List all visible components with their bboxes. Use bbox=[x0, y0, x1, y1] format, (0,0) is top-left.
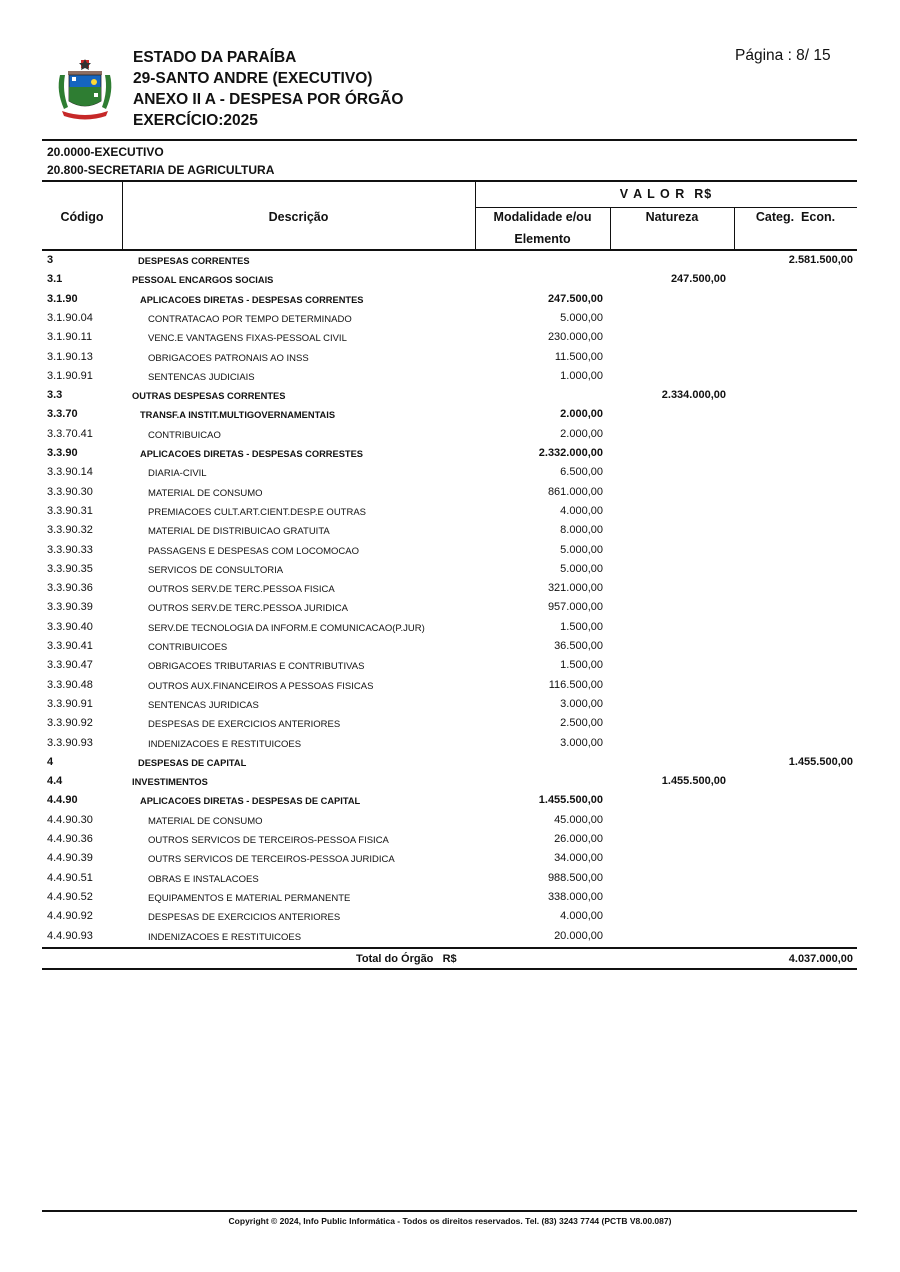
row-code: 4.4.90.39 bbox=[47, 852, 93, 865]
row-code: 3.1.90 bbox=[47, 292, 78, 305]
table-row bbox=[0, 930, 900, 949]
row-description: DIARIA-CIVIL bbox=[148, 468, 207, 480]
coat-of-arms-icon bbox=[52, 57, 118, 123]
row-code: 4.4.90.52 bbox=[47, 890, 93, 903]
table-row bbox=[0, 698, 900, 717]
row-description: OUTROS SERV.DE TERC.PESSOA FISICA bbox=[148, 584, 335, 596]
row-code: 4.4.90.93 bbox=[47, 929, 93, 942]
row-description: APLICACOES DIRETAS - DESPESAS CORRENTES bbox=[140, 294, 364, 305]
row-code: 3.3.90.35 bbox=[47, 562, 93, 575]
row-description: SENTENCAS JUDICIAIS bbox=[148, 371, 255, 383]
row-categ-econ-value: 1.455.500,00 bbox=[788, 755, 853, 768]
document-title bbox=[133, 47, 403, 131]
table-row bbox=[0, 505, 900, 524]
table-row bbox=[0, 351, 900, 370]
page-number: Página : 8/ 15 bbox=[735, 47, 831, 64]
table-row bbox=[0, 486, 900, 505]
table-row bbox=[0, 582, 900, 601]
row-modalidade-value: 988.500,00 bbox=[547, 871, 603, 884]
row-description: OUTROS SERV.DE TERC.PESSOA JURIDICA bbox=[148, 603, 348, 615]
table-row bbox=[0, 428, 900, 447]
row-description: CONTRIBUICOES bbox=[148, 642, 228, 653]
row-description: APLICACOES DIRETAS - DESPESAS CORRESTES bbox=[140, 449, 363, 459]
row-modalidade-value: 4.000,00 bbox=[560, 504, 603, 517]
row-modalidade-value: 2.500,00 bbox=[560, 717, 603, 730]
table-row bbox=[0, 466, 900, 485]
row-modalidade-value: 11.500,00 bbox=[554, 350, 603, 363]
row-description: APLICACOES DIRETAS - DESPESAS DE CAPITAL bbox=[140, 796, 361, 807]
table-row bbox=[0, 775, 900, 794]
org-unit: 20.0000-EXECUTIVO bbox=[47, 145, 164, 159]
row-code: 3.1.90.13 bbox=[47, 350, 93, 363]
title-line-year: EXERCÍCIO:2025 bbox=[133, 112, 258, 129]
row-modalidade-value: 116.500,00 bbox=[548, 678, 603, 691]
row-description: OBRIGACOES TRIBUTARIAS E CONTRIBUTIVAS bbox=[148, 661, 365, 673]
row-modalidade-value: 1.455.500,00 bbox=[538, 794, 603, 807]
total-value: 4.037.000,00 bbox=[788, 953, 853, 965]
row-code: 3.3.90.91 bbox=[47, 697, 93, 710]
table-row bbox=[0, 408, 900, 427]
row-modalidade-value: 8.000,00 bbox=[560, 524, 603, 537]
row-description: SERV.DE TECNOLOGIA DA INFORM.E COMUNICACAO(P.JUR) bbox=[148, 622, 425, 634]
row-description: OUTROS SERVICOS DE TERCEIROS-PESSOA FISICA bbox=[148, 835, 389, 846]
row-code: 3.3.70.41 bbox=[47, 427, 93, 440]
row-modalidade-value: 26.000,00 bbox=[554, 833, 603, 845]
row-code: 4.4 bbox=[47, 775, 63, 788]
table-row bbox=[0, 621, 900, 640]
header-divider bbox=[42, 139, 857, 141]
row-code: 4.4.90.92 bbox=[47, 910, 93, 923]
row-modalidade-value: 3.000,00 bbox=[560, 697, 603, 710]
row-description: OBRAS E INSTALACOES bbox=[148, 873, 259, 885]
table-row bbox=[0, 737, 900, 756]
row-modalidade-value: 1.500,00 bbox=[560, 659, 603, 672]
row-code: 3.3.90.93 bbox=[47, 736, 93, 749]
table-row bbox=[0, 389, 900, 408]
row-description: OUTRS SERVICOS DE TERCEIROS-PESSOA JURIDICA bbox=[148, 854, 395, 866]
row-description: MATERIAL DE CONSUMO bbox=[148, 487, 263, 499]
org-subunit: 20.800-SECRETARIA DE AGRICULTURA bbox=[47, 163, 275, 177]
header-descricao: Descrição bbox=[268, 210, 329, 224]
row-code: 3.3.90.92 bbox=[47, 717, 93, 730]
row-code: 3.3.90.48 bbox=[47, 678, 93, 691]
row-code: 4.4.90.30 bbox=[47, 813, 93, 826]
row-description: SENTENCAS JURIDICAS bbox=[148, 699, 259, 711]
row-categ-econ-value: 2.581.500,00 bbox=[788, 254, 853, 266]
row-code: 3.3.90.47 bbox=[47, 659, 93, 672]
row-description: MATERIAL DE CONSUMO bbox=[148, 815, 263, 827]
row-natureza-value: 1.455.500,00 bbox=[661, 775, 726, 788]
row-modalidade-value: 5.000,00 bbox=[560, 543, 603, 556]
row-code: 3.3.70 bbox=[47, 408, 78, 421]
table-row bbox=[0, 254, 900, 273]
row-code: 3.3.90.32 bbox=[47, 524, 93, 537]
table-top-rule bbox=[42, 180, 857, 182]
header-codigo: Código bbox=[60, 210, 104, 224]
table-row bbox=[0, 370, 900, 389]
table-row bbox=[0, 331, 900, 350]
table-row bbox=[0, 833, 900, 852]
row-modalidade-value: 247.500,00 bbox=[547, 292, 603, 305]
table-row bbox=[0, 544, 900, 563]
table-row bbox=[0, 756, 900, 775]
total-top-rule bbox=[42, 947, 857, 949]
row-code: 3.1.90.91 bbox=[47, 369, 93, 382]
table-row bbox=[0, 293, 900, 312]
row-modalidade-value: 321.000,00 bbox=[547, 582, 603, 595]
row-description: EQUIPAMENTOS E MATERIAL PERMANENTE bbox=[148, 892, 351, 904]
row-modalidade-value: 20.000,00 bbox=[554, 929, 603, 942]
total-label: Total do Órgão R$ bbox=[356, 953, 457, 965]
row-description: PESSOAL ENCARGOS SOCIAIS bbox=[132, 275, 274, 286]
table-row bbox=[0, 814, 900, 833]
table-row bbox=[0, 524, 900, 543]
title-line-state: ESTADO DA PARAÍBA bbox=[133, 49, 297, 66]
row-modalidade-value: 338.000,00 bbox=[547, 890, 603, 903]
header-bottom-rule bbox=[42, 249, 857, 251]
row-description: VENC.E VANTAGENS FIXAS-PESSOAL CIVIL bbox=[148, 333, 347, 345]
table-row bbox=[0, 852, 900, 871]
row-code: 3.1.90.11 bbox=[47, 331, 93, 344]
row-modalidade-value: 36.500,00 bbox=[554, 640, 603, 652]
row-code: 3.1 bbox=[47, 273, 63, 286]
row-modalidade-value: 3.000,00 bbox=[560, 736, 603, 749]
row-code: 3.3.90 bbox=[47, 447, 78, 459]
row-description: PREMIACOES CULT.ART.CIENT.DESP.E OUTRAS bbox=[148, 506, 367, 518]
table-row bbox=[0, 601, 900, 620]
table-row bbox=[0, 910, 900, 929]
table-row bbox=[0, 563, 900, 582]
row-description: TRANSF.A INSTIT.MULTIGOVERNAMENTAIS bbox=[140, 410, 336, 421]
row-modalidade-value: 2.332.000,00 bbox=[538, 447, 603, 459]
row-code: 3.3.90.36 bbox=[47, 582, 93, 595]
title-line-annex: ANEXO II A - DESPESA POR ÓRGÃO bbox=[133, 91, 404, 108]
row-modalidade-value: 6.500,00 bbox=[560, 466, 603, 479]
row-modalidade-value: 45.000,00 bbox=[554, 813, 603, 826]
row-code: 3.1.90.04 bbox=[47, 311, 93, 324]
row-description: OUTRAS DESPESAS CORRENTES bbox=[132, 391, 286, 402]
row-description: CONTRIBUICAO bbox=[148, 429, 221, 441]
header-modalidade: Modalidade e/ou bbox=[493, 210, 592, 224]
row-modalidade-value: 4.000,00 bbox=[560, 910, 603, 923]
table-row bbox=[0, 872, 900, 891]
header-elemento: Elemento bbox=[514, 232, 571, 246]
table-row bbox=[0, 312, 900, 331]
row-code: 4.4.90 bbox=[47, 794, 78, 807]
valor-divider bbox=[475, 207, 857, 208]
row-code: 3.3.90.14 bbox=[47, 466, 93, 479]
header-categ-econ: Categ. Econ. bbox=[755, 210, 836, 224]
row-code: 4.4.90.51 bbox=[47, 871, 93, 884]
row-natureza-value: 2.334.000,00 bbox=[661, 389, 726, 402]
header-valor: V A L O R R$ bbox=[619, 187, 713, 201]
total-bottom-rule bbox=[42, 968, 857, 970]
row-code: 3.3.90.41 bbox=[47, 640, 93, 652]
row-description: OUTROS AUX.FINANCEIROS A PESSOAS FISICAS bbox=[148, 680, 374, 692]
row-modalidade-value: 2.000,00 bbox=[560, 427, 603, 440]
row-description: INVESTIMENTOS bbox=[132, 777, 208, 788]
row-code: 3.3.90.30 bbox=[47, 485, 93, 498]
table-row bbox=[0, 679, 900, 698]
row-code: 3 bbox=[47, 254, 54, 266]
table-row bbox=[0, 640, 900, 659]
row-description: DESPESAS CORRENTES bbox=[138, 256, 250, 266]
table-row bbox=[0, 659, 900, 678]
row-modalidade-value: 957.000,00 bbox=[547, 601, 603, 614]
row-description: PASSAGENS E DESPESAS COM LOCOMOCAO bbox=[148, 545, 359, 557]
header-natureza: Natureza bbox=[645, 210, 699, 224]
row-description: CONTRATACAO POR TEMPO DETERMINADO bbox=[148, 313, 352, 325]
table-row bbox=[0, 717, 900, 736]
table-row bbox=[0, 794, 900, 813]
table-row bbox=[0, 447, 900, 466]
row-modalidade-value: 5.000,00 bbox=[560, 311, 603, 324]
row-description: DESPESAS DE EXERCICIOS ANTERIORES bbox=[148, 912, 341, 924]
row-description: MATERIAL DE DISTRIBUICAO GRATUITA bbox=[148, 526, 330, 538]
title-line-entity: 29-SANTO ANDRE (EXECUTIVO) bbox=[133, 70, 373, 87]
row-code: 3.3 bbox=[47, 389, 63, 402]
row-modalidade-value: 34.000,00 bbox=[554, 852, 603, 865]
row-modalidade-value: 2.000,00 bbox=[560, 408, 603, 421]
row-code: 3.3.90.39 bbox=[47, 601, 93, 614]
row-modalidade-value: 5.000,00 bbox=[560, 562, 603, 575]
row-code: 3.3.90.31 bbox=[47, 504, 93, 517]
row-code: 3.3.90.33 bbox=[47, 543, 93, 556]
row-description: DESPESAS DE CAPITAL bbox=[138, 757, 247, 768]
row-description: SERVICOS DE CONSULTORIA bbox=[148, 564, 284, 576]
row-description: DESPESAS DE EXERCICIOS ANTERIORES bbox=[148, 719, 341, 731]
row-code: 4 bbox=[47, 755, 54, 768]
table-row bbox=[0, 273, 900, 292]
footer-copyright: Copyright © 2024, Info Public Informática - Todos os direitos reservados. Tel. (83) 3243 7744 (PCTB V8.00.087) bbox=[228, 1216, 672, 1226]
row-modalidade-value: 861.000,00 bbox=[547, 485, 603, 498]
row-description: OBRIGACOES PATRONAIS AO INSS bbox=[148, 352, 309, 364]
row-modalidade-value: 1.500,00 bbox=[560, 620, 603, 633]
footer-rule bbox=[42, 1210, 857, 1212]
row-code: 3.3.90.40 bbox=[47, 620, 93, 633]
row-description: INDENIZACOES E RESTITUICOES bbox=[148, 738, 302, 750]
row-modalidade-value: 230.000,00 bbox=[547, 331, 603, 344]
row-description: INDENIZACOES E RESTITUICOES bbox=[148, 931, 302, 943]
row-natureza-value: 247.500,00 bbox=[670, 273, 726, 286]
row-modalidade-value: 1.000,00 bbox=[560, 369, 603, 382]
row-code: 4.4.90.36 bbox=[47, 833, 93, 845]
table-row bbox=[0, 891, 900, 910]
